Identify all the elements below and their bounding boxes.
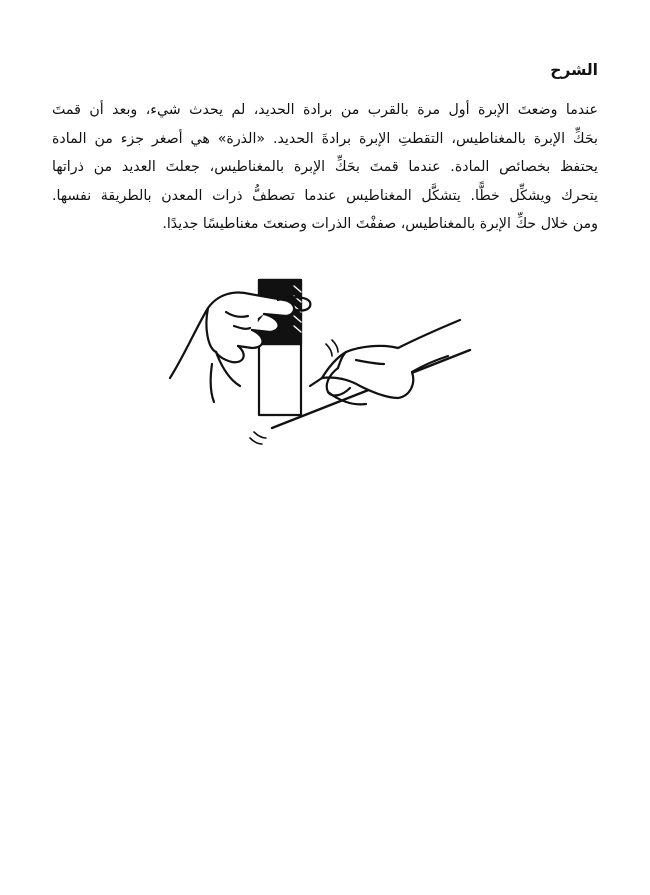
section-heading: الشرح [550, 61, 598, 79]
paragraph-line-4: يتحرك ويشكِّل خطًّا. يتشكَّل المغناطيس عندما تصطفُّ ذرات المعدن بالطريقة نفسها. [52, 187, 598, 204]
paragraph-line-2: بحَكِّ الإبرة بالمغناطيس، التقطتِ الإبرة برادةَ الحديد. «الذرة» هي أصغر جزء من المادة [52, 130, 598, 147]
explanation-paragraph [52, 96, 598, 239]
paragraph-line-5: ومن خلال حكِّ الإبرة بالمغناطيس، صففْتَ الذرات وصنعتَ مغناطيسًا جديدًا. [162, 216, 598, 232]
paragraph-line-1: عندما وضعتَ الإبرة أول مرة بالقرب من برادة الحديد، لم يحدث شيء، وبعد أن قمتَ [52, 102, 598, 118]
paragraph-line-3: يحتفظ بخصائص المادة. عندما قمتَ بحَكِّ الإبرة بالمغناطيس، جعلتَ العديد من ذراتها [52, 159, 598, 175]
magnet-needle-illustration [160, 268, 500, 458]
